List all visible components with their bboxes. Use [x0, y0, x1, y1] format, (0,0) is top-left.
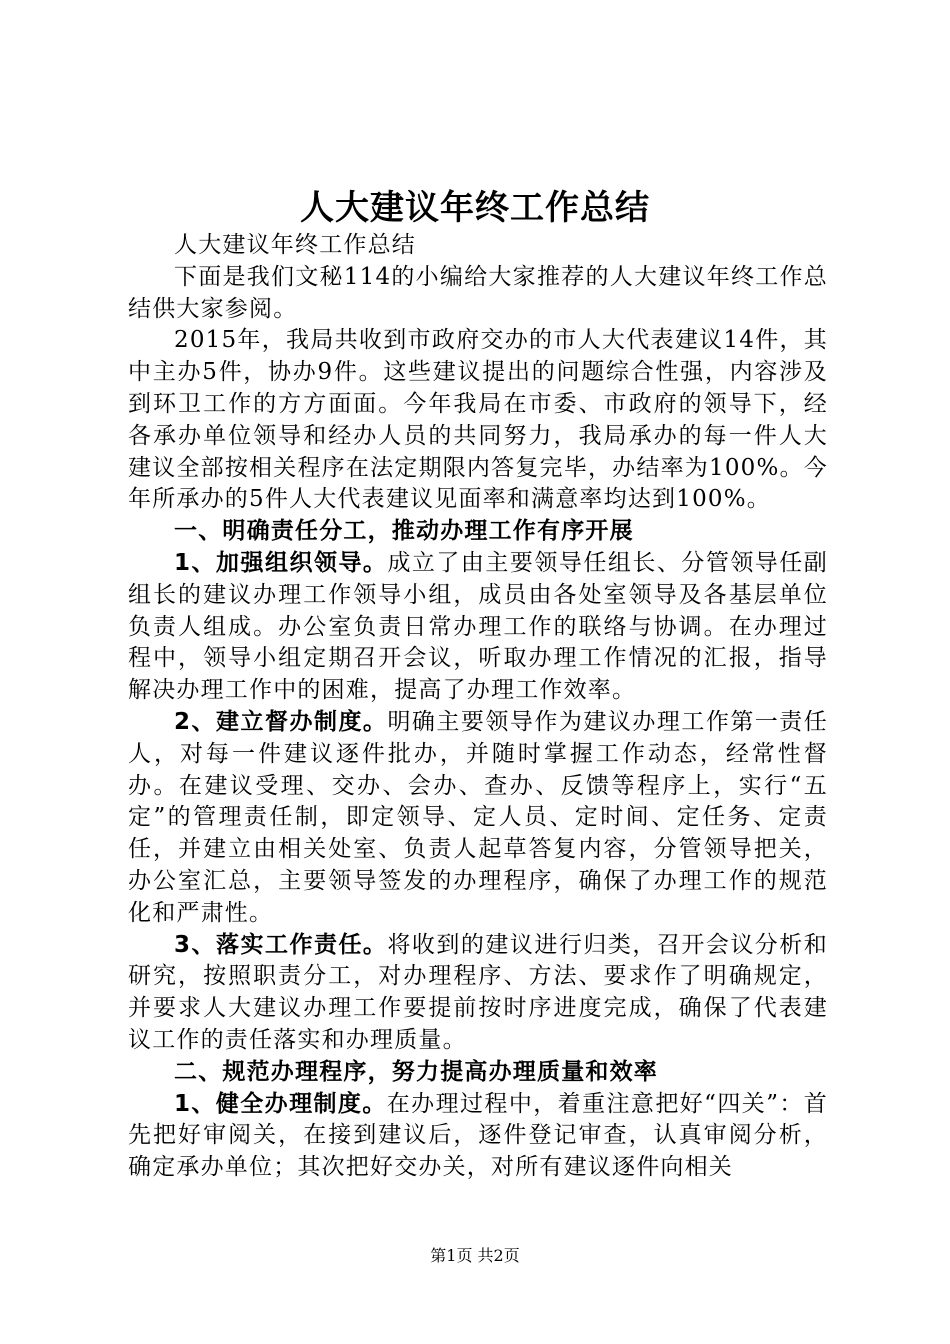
item-text: 明确主要领导作为建议办理工作第一责任人，对每一件建议逐件批办，并随时掌握工作动态，经常性督办。在建议受理、交办、会办、查办、反馈等程序上，实行“五定”的管理责任制，即定领导、定人员、定时间、定任务、定责任，并建立由相关处室、负责人起草答复内容，分管领导把关，办公室汇总，主要领导签发的办理程序，确保了办理工作的规范化和严肃性。	[128, 708, 828, 926]
section-2-item-1	[128, 1089, 828, 1184]
item-text: 将收到的建议进行归类，召开会议分析和研究，按照职责分工，对办理程序、方法、要求作了明确规定，并要求人大建议办理工作要提前按时序进度完成，确保了代表建议工作的责任落实和办理质量。	[128, 931, 828, 1053]
section-1-heading: 一、明确责任分工，推动办理工作有序开展	[174, 518, 634, 545]
item-text: 在办理过程中，着重注意把好“四关”：首先把好审阅关，在接到建议后，逐件登记审查，认真审阅分析，确定承办单位；其次把好交办关，对所有建议逐件向相关	[128, 1090, 828, 1181]
item-text: 成立了由主要领导任组长、分管领导任副组长的建议办理工作领导小组，成员由各处室领导及各基层单位负责人组成。办公室负责日常办理工作的联络与协调。在办理过程中，领导小组定期召开会议，听取办理工作情况的汇报，指导解决办理工作中的困难，提高了办理工作效率。	[128, 549, 828, 704]
item-lead: 1、健全办理制度。	[174, 1090, 387, 1117]
item-lead: 3、落实工作责任。	[174, 931, 388, 958]
section-1-item-3	[128, 930, 828, 1057]
item-lead: 1、加强组织领导。	[174, 549, 388, 576]
intro-paragraph: 下面是我们文秘114的小编给大家推荐的人大建议年终工作总结供大家参阅。	[128, 263, 828, 322]
section-1-item-2	[128, 707, 828, 930]
document-title: 人大建议年终工作总结	[300, 188, 650, 228]
section-1-item-1	[128, 548, 828, 707]
summary-paragraph: 2015年，我局共收到市政府交办的市人大代表建议14件，其中主办5件，协办9件。这些建议提出的问题综合性强，内容涉及到环卫工作的方方面面。今年我局在市委、市政府的领导下，经各承办单位领导和经办人员的共同努力，我局承办的每一件人大建议全部按相关程序在法定期限内答复完毕，办结率为100%。今年所承办的5件人大代表建议见面率和满意率均达到100%。	[128, 327, 828, 513]
item-lead: 2、建立督办制度。	[174, 708, 388, 735]
page-number-footer: 第1页 共2页	[430, 1246, 520, 1265]
document-body	[128, 230, 828, 1184]
section-2-heading: 二、规范办理程序，努力提高办理质量和效率	[174, 1058, 658, 1085]
subtitle-paragraph: 人大建议年终工作总结	[174, 232, 416, 258]
